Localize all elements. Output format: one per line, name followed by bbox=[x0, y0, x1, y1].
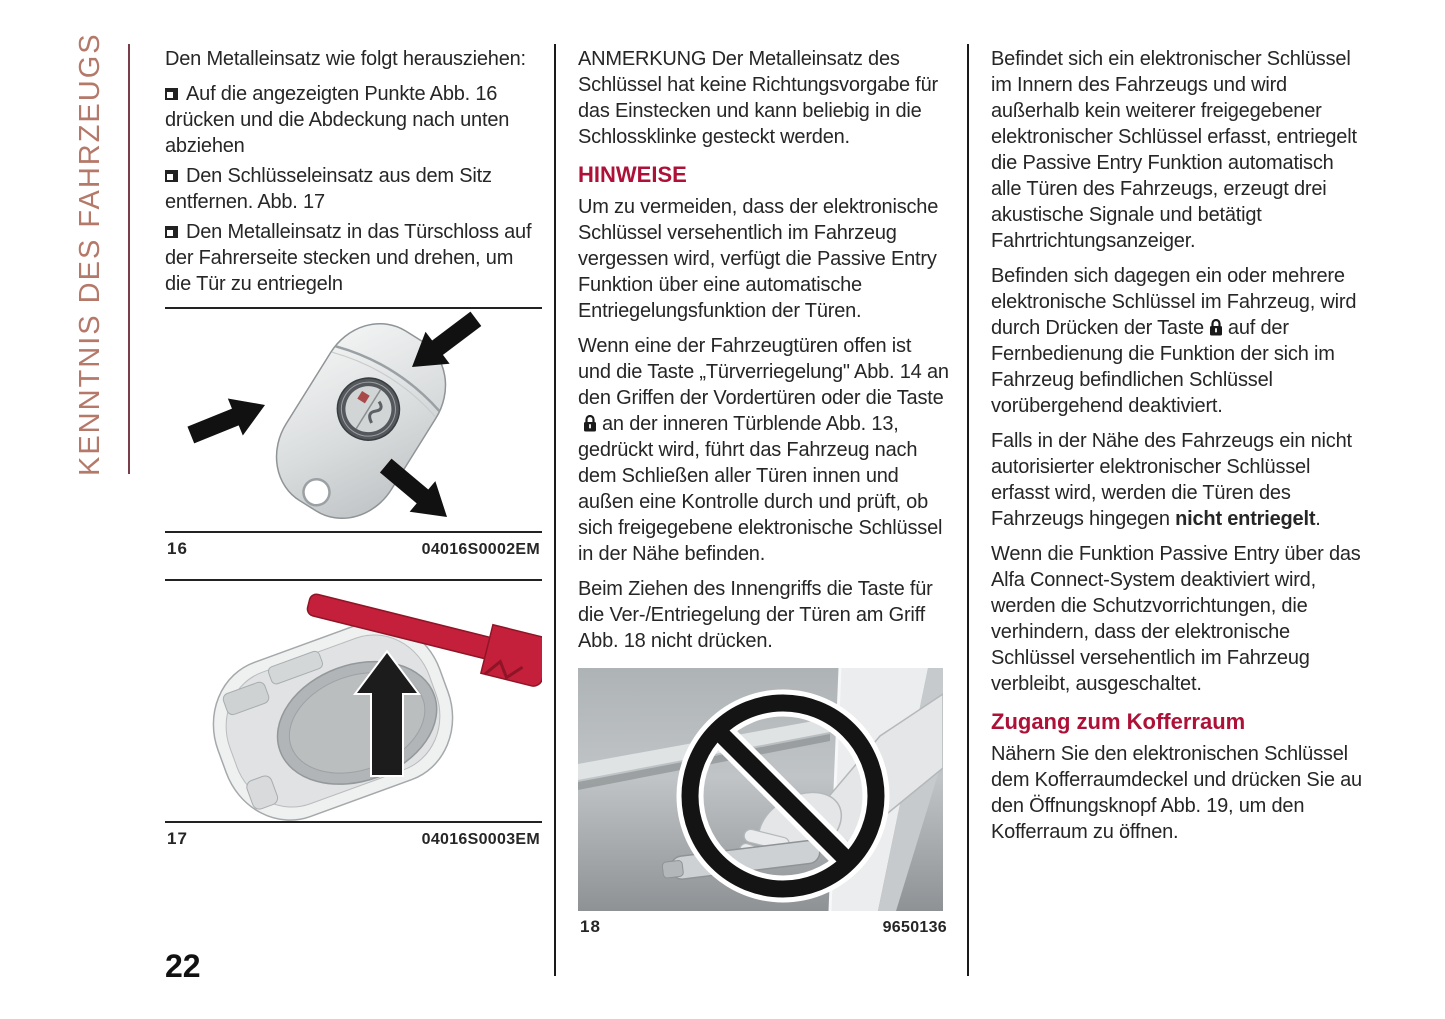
paragraph-with-bold bbox=[991, 428, 1363, 532]
door-handle-prohibition-illustration bbox=[578, 668, 943, 911]
press-point-arrow-left bbox=[183, 386, 272, 453]
figure-17 bbox=[165, 579, 542, 853]
page-number: 22 bbox=[165, 948, 201, 984]
figure-code: 04016S0003EM bbox=[421, 831, 540, 848]
column-1 bbox=[165, 46, 542, 869]
figure-number: 16 bbox=[167, 539, 188, 558]
figure-number: 17 bbox=[167, 829, 188, 848]
bullet-item bbox=[165, 81, 542, 159]
figure-caption bbox=[165, 533, 542, 563]
figure-code: 04016S0002EM bbox=[421, 541, 540, 558]
bold-emphasis: nicht entriegelt bbox=[1175, 508, 1316, 530]
bullet-text: Den Schlüsseleinsatz aus dem Sitz entfernen. Abb. 17 bbox=[165, 165, 492, 213]
paragraph: Wenn die Funktion Passive Entry über das Alfa Connect-System deaktiviert wird, werden die Schutzvorrichtungen, die verhindern, dass der elektronische Schlüssel versehentlich im Fahrzeug verbleibt, ausgeschaltet. bbox=[991, 543, 1361, 695]
paragraph-text: Wenn eine der Fahrzeugtüren offen ist und die Taste „Türverriegelung" Abb. 14 an den Griffen der Vordertüren oder die Taste bbox=[578, 335, 949, 409]
figure-16 bbox=[165, 307, 542, 563]
chapter-sidebar-label: KENNTNIS DES FAHRZEUGS bbox=[74, 32, 106, 476]
paragraph-with-lock-icon bbox=[578, 333, 949, 567]
paragraph-text: . bbox=[1315, 508, 1321, 530]
paragraph: Nähern Sie den elektronischen Schlüssel dem Kofferraumdeckel und drücken Sie au den Öffnungsknopf Abb. 19, um den Kofferraum zu öffnen. bbox=[991, 743, 1362, 843]
bullet-text: Den Metalleinsatz in das Türschloss auf der Fahrerseite stecken und drehen, um die Tür zu entriegeln bbox=[165, 221, 532, 295]
figure-caption bbox=[165, 823, 542, 853]
note-paragraph: ANMERKUNG Der Metalleinsatz des Schlüssel hat keine Richtungsvorgabe für das Einstecken und kann beliebig in die Schlossklinke gesteckt werden. bbox=[578, 48, 938, 148]
column-divider-2 bbox=[967, 44, 969, 976]
square-bullet-icon bbox=[165, 88, 178, 100]
column-divider-1 bbox=[554, 44, 556, 976]
key-fob-cover-removal-illustration bbox=[165, 309, 542, 531]
paragraph: Befindet sich ein elektronischer Schlüssel im Innern des Fahrzeugs und wird außerhalb kein weiterer freigegebener elektronischer Schlüssel erfasst, entriegelt die Passive Entry Funktion automatisch alle Türen des Fahrzeugs, erzeugt drei akustische Signale und betätigt Fahrtrichtungsanzeiger. bbox=[991, 48, 1357, 252]
paragraph-with-lock-icon bbox=[991, 263, 1363, 419]
paragraph: Beim Ziehen des Innengriffs die Taste für die Ver-/Entriegelung der Türen am Griff Abb. 18 nicht drücken. bbox=[578, 578, 933, 652]
bullet-item bbox=[165, 163, 542, 215]
column-2 bbox=[578, 46, 949, 957]
lock-icon bbox=[1209, 319, 1223, 336]
sidebar-rule bbox=[128, 44, 130, 474]
square-bullet-icon bbox=[165, 170, 178, 182]
hinweise-heading: HINWEISE bbox=[578, 162, 687, 187]
figure-caption bbox=[578, 911, 949, 941]
key-insert-removal-illustration bbox=[165, 581, 542, 821]
intro-paragraph: Den Metalleinsatz wie folgt herausziehen: bbox=[165, 48, 526, 70]
figure-number: 18 bbox=[580, 917, 601, 936]
column-3 bbox=[991, 46, 1363, 854]
lock-icon bbox=[583, 415, 597, 432]
paragraph-text: auf der Fernbedienung die Funktion der sich im Fahrzeug befindlichen Schlüssel vorübergehend deaktiviert. bbox=[991, 317, 1335, 417]
figure-code: 9650136 bbox=[882, 919, 947, 936]
paragraph-text: Falls in der Nähe des Fahrzeugs ein nicht autorisierter elektronischer Schlüssel erfasst wird, werden die Türen des Fahrzeugs hingegen bbox=[991, 430, 1352, 530]
paragraph-text: Befinden sich dagegen ein oder mehrere elektronische Schlüssel im Fahrzeug, wird durch Drücken der Taste bbox=[991, 265, 1357, 339]
kofferraum-heading: Zugang zum Kofferraum bbox=[991, 709, 1246, 734]
square-bullet-icon bbox=[165, 226, 178, 238]
bullet-text: Auf die angezeigten Punkte Abb. 16 drücken und die Abdeckung nach unten abziehen bbox=[165, 83, 510, 157]
figure-18 bbox=[578, 668, 949, 941]
paragraph-text: an der inneren Türblende Abb. 13, gedrückt wird, führt das Fahrzeug nach dem Schließen aller Türen innen und außen eine Kontrolle durch und prüft, ob sich freigegebene elektronische Schlüssel in der Nähe befinden. bbox=[578, 413, 943, 565]
paragraph: Um zu vermeiden, dass der elektronische Schlüssel versehentlich im Fahrzeug vergessen wird, verfügt die Passive Entry Funktion über eine automatische Entriegelungsfunktion der Türen. bbox=[578, 196, 939, 322]
bullet-item bbox=[165, 219, 542, 297]
